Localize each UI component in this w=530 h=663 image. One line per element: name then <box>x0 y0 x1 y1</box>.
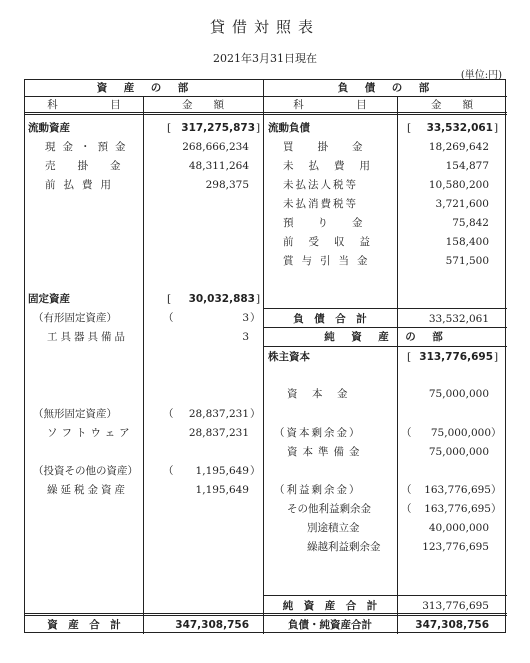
tools-equipment-label: 工具器具備品 <box>47 331 128 343</box>
retained-earnings-paren-open: （ <box>401 484 412 496</box>
column-header-line <box>25 112 507 115</box>
accounts-payable-label <box>283 140 387 154</box>
intangible-paren-close: ） <box>250 408 261 420</box>
current-liabilities-bracket-close: ] <box>494 122 499 134</box>
left-col-item-header: 科 目 <box>47 99 121 111</box>
intangible-assets-value: 28,837,231 <box>188 408 249 420</box>
liabilities-total-top-line <box>263 308 507 309</box>
section-header-line <box>25 96 507 97</box>
fixed-assets-bracket-close: ] <box>256 293 261 305</box>
capital-reserve-value: 75,000,000 <box>428 446 489 458</box>
assets-total-value: 347,308,756 <box>175 619 249 631</box>
other-retained-earnings-label: その他利益剰余金 <box>287 503 371 515</box>
shareholders-equity-bracket-open: [ <box>407 351 412 363</box>
net-assets-title-top-line <box>263 327 507 328</box>
prepaid-expenses-label: 前払費用 <box>45 179 119 191</box>
current-liabilities-label: 流動負債 <box>268 122 310 134</box>
net-assets-total-value: 313,776,695 <box>422 600 489 612</box>
investments-value: 1,195,649 <box>195 465 249 477</box>
deferred-tax-assets-value: 1,195,649 <box>195 484 249 496</box>
bonus-reserve-label: 賞与引当金 <box>283 255 376 267</box>
accrued-income-tax-value: 10,580,200 <box>428 179 489 191</box>
assets-total-label: 資 産 合 計 <box>47 619 121 631</box>
current-liabilities-value: 33,532,061 <box>426 122 493 134</box>
intangible-assets-label: （無形固定資産） <box>33 408 117 420</box>
bonus-reserve-value: 571,500 <box>445 255 489 267</box>
software-label: ソフトウェア <box>47 427 134 439</box>
retained-earnings-value: 163,776,695 <box>424 484 491 496</box>
current-assets-label: 流動資産 <box>28 122 70 134</box>
unearned-revenue-label: 前受収益 <box>283 236 385 248</box>
right-col-item-header: 科 目 <box>293 99 367 111</box>
current-assets-bracket-close: ] <box>256 122 261 134</box>
liabilities-total-value: 33,532,061 <box>428 313 489 325</box>
investments-paren-open: （ <box>163 465 174 477</box>
tangible-paren-close: ） <box>250 312 261 324</box>
net-assets-title-bottom-line <box>263 346 507 347</box>
liabilities-total-label: 負 債 合 計 <box>293 313 367 325</box>
special-reserve-value: 40,000,000 <box>428 522 489 534</box>
fixed-assets-bracket-open: [ <box>167 293 172 305</box>
accounts-receivable-text: 売掛金 <box>45 160 143 172</box>
accrued-consumption-tax-label: 未払消費税等 <box>283 198 358 210</box>
current-assets-value: 317,275,873 <box>181 122 255 134</box>
net-assets-total-label: 純 資 産 合 計 <box>282 600 378 612</box>
net-assets-total-top-line <box>263 595 507 596</box>
net-assets-section-title: 純 資 産 の 部 <box>324 331 446 343</box>
unearned-revenue-value: 158,400 <box>445 236 489 248</box>
other-retained-earnings-value: 163,776,695 <box>424 503 491 515</box>
cash-deposits-label: 現金・預金 <box>45 141 133 153</box>
tools-equipment-value: 3 <box>242 331 249 343</box>
capital-value: 75,000,000 <box>428 388 489 400</box>
accrued-expenses-label: 未払費用 <box>283 160 385 172</box>
capital-surplus-value: 75,000,000 <box>430 427 491 439</box>
right-amount-divider <box>397 96 398 634</box>
accounts-payable-text: 買掛金 <box>283 141 387 153</box>
investments-paren-close: ） <box>250 465 261 477</box>
accrued-income-tax-label: 未払法人税等 <box>283 179 358 191</box>
grand-total-top-line <box>25 613 507 616</box>
liabilities-section-title: 負 債 の 部 <box>337 82 433 94</box>
capital-surplus-paren-close: ） <box>491 427 502 439</box>
intangible-paren-open: （ <box>163 408 174 420</box>
investments-label: （投資その他の資産） <box>33 465 138 477</box>
accounts-receivable-label <box>45 159 143 173</box>
accounts-payable-value: 18,269,642 <box>428 141 489 153</box>
shareholders-equity-value: 313,776,695 <box>419 351 493 363</box>
fixed-assets-label: 固定資産 <box>28 293 70 305</box>
capital-reserve-label: 資本準備金 <box>287 446 365 458</box>
liabilities-net-assets-total-value: 347,308,756 <box>415 619 489 631</box>
accrued-consumption-tax-value: 3,721,600 <box>435 198 489 210</box>
liabilities-net-assets-total-label: 負債・純資産合計 <box>288 619 372 631</box>
retained-carried-forward-label: 繰越利益剰余金 <box>307 541 381 553</box>
shareholders-equity-label: 株主資本 <box>268 351 310 363</box>
current-assets-bracket-open: [ <box>167 122 172 134</box>
deposits-received-label: 預り金 <box>283 217 387 229</box>
shareholders-equity-bracket-close: ] <box>494 351 499 363</box>
unit-label: (単位:円) <box>460 70 502 81</box>
deferred-tax-assets-label: 繰延税金資産 <box>47 484 128 496</box>
right-col-amount-header: 金 額 <box>431 99 473 111</box>
other-retained-paren-close: ） <box>491 503 502 515</box>
retained-carried-forward-value: 123,776,695 <box>422 541 489 553</box>
current-liabilities-bracket-open: [ <box>407 122 412 134</box>
left-col-amount-header: 金 額 <box>182 99 224 111</box>
accounts-receivable-value: 48,311,264 <box>188 160 249 172</box>
deposits-received-value: 75,842 <box>452 217 489 229</box>
tangible-assets-value: 3 <box>242 312 249 324</box>
balance-sheet-table <box>24 79 506 633</box>
other-retained-paren-open: （ <box>401 503 412 515</box>
left-amount-divider <box>143 96 144 634</box>
cash-deposits-value: 268,666,234 <box>182 141 249 153</box>
retained-earnings-label: （利益剰余金） <box>274 484 362 496</box>
capital-label: 資 本 金 <box>287 388 350 400</box>
center-divider <box>263 80 264 634</box>
special-reserve-label: 別途積立金 <box>307 522 360 534</box>
report-date: 2021年3月31日現在 <box>213 52 317 65</box>
capital-surplus-paren-open: （ <box>401 427 412 439</box>
retained-earnings-paren-close: ） <box>491 484 502 496</box>
accrued-expenses-value: 154,877 <box>445 160 489 172</box>
document-title: 貸借対照表 <box>209 18 320 36</box>
assets-section-title: 資 産 の 部 <box>96 82 192 94</box>
prepaid-expenses-value: 298,375 <box>205 179 249 191</box>
tangible-paren-open: （ <box>163 312 174 324</box>
capital-surplus-label: （資本剰余金） <box>274 427 362 439</box>
fixed-assets-value: 30,032,883 <box>188 293 255 305</box>
software-value: 28,837,231 <box>188 427 249 439</box>
tangible-assets-label: （有形固定資産） <box>33 312 117 324</box>
